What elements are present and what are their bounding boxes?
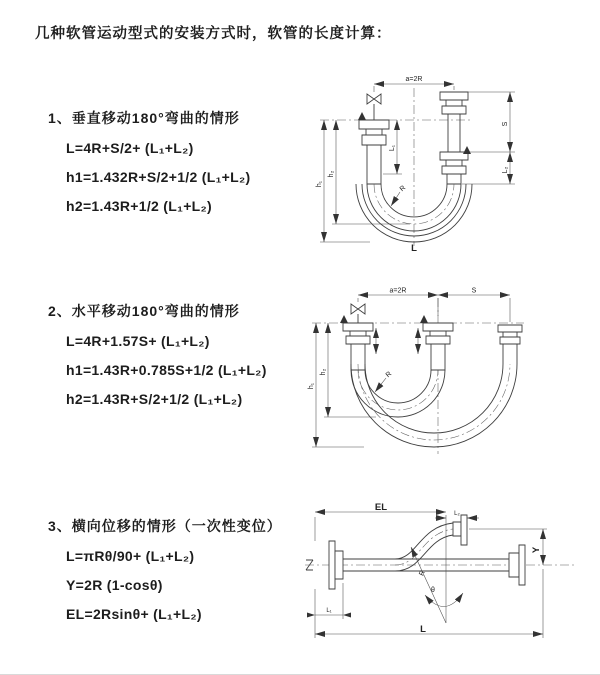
dimension-l2 [502, 152, 510, 184]
section-vertical-movement [48, 108, 251, 227]
section-3-heading: 3、横向位移的情形（一次性变位） [48, 518, 282, 534]
diagram-lateral-displacement [303, 503, 583, 648]
dimension-a2r [358, 288, 510, 323]
hose-fitting-right [440, 92, 468, 184]
braided-hose-section [367, 145, 381, 184]
movement-arrow-icon [340, 315, 348, 323]
dim-label-a2r: a=2R [405, 76, 423, 83]
dim-label-h1: h₁ [316, 180, 323, 188]
formula-h1: h1=1.432R+S/2+1/2 (L₁+L₂) [66, 169, 251, 185]
hose-fitting-left [343, 323, 373, 370]
valve-icon [351, 304, 365, 323]
dim-label-s: S [471, 287, 477, 295]
dim-label-length: L [411, 243, 417, 254]
hose-u-curve-position-2 [351, 364, 517, 447]
braided-hose-section [447, 174, 461, 184]
flange-right-straight [509, 545, 525, 585]
dimension-l [315, 569, 543, 638]
dim-label-y: Y [531, 546, 542, 554]
formula-length: L=4R+1.57S+ (L₁+L₂) [66, 333, 210, 349]
hose-fitting-left [359, 120, 389, 184]
dim-label-l: L [420, 624, 426, 635]
dim-label-theta: θ [431, 587, 435, 594]
formula-h1: h1=1.43R+0.785S+1/2 (L₁+L₂) [66, 362, 267, 378]
dim-label-l2: L₂ [454, 511, 460, 517]
dimension-s [438, 288, 510, 296]
dim-label-l2: L₂ [502, 166, 509, 174]
radius-callout [375, 371, 393, 392]
dim-label-l1: L₁ [389, 144, 396, 152]
dim-label-l1: L₁ [326, 608, 332, 614]
dim-label-radius: R [398, 184, 408, 194]
movement-arrow-icon [358, 112, 366, 120]
diagram-vertical-180-bend [312, 74, 547, 254]
hose-fitting-middle [423, 323, 453, 370]
dim-label-h2: h₂ [320, 368, 327, 376]
dim-label-radius: R [418, 569, 427, 578]
section-horizontal-movement [48, 301, 267, 420]
braided-hose-section [431, 344, 445, 370]
formula-h2: h2=1.43R+S/2+1/2 (L₁+L₂) [66, 391, 243, 407]
diagram-horizontal-180-bend [306, 286, 556, 461]
formula-el: EL=2Rsinθ+ (L₁+L₂) [66, 606, 202, 622]
flange-displaced-end [453, 515, 467, 545]
section-2-heading: 2、水平移动180°弯曲的情形 [48, 303, 240, 319]
dim-label-s: S [502, 121, 509, 127]
valve-icon [367, 94, 381, 120]
formula-y: Y=2R (1-cosθ) [66, 577, 163, 593]
dim-label-h2: h₂ [328, 170, 335, 178]
dim-label-h1: h₁ [308, 382, 315, 390]
section-1-heading: 1、垂直移动180°弯曲的情形 [48, 110, 240, 126]
radius-callout [411, 547, 446, 623]
dimension-y [469, 529, 547, 565]
dim-label-el: EL [374, 503, 388, 513]
angle-theta-callout [425, 587, 463, 607]
movement-arrow-icon [420, 315, 428, 323]
section-lateral-displacement [48, 516, 282, 635]
hose-fitting-right [498, 325, 522, 364]
movement-arrow-icon [463, 146, 471, 154]
page-title: 几种软管运动型式的安装方式时，软管的长度计算： [35, 26, 392, 42]
radius-callout [391, 185, 407, 206]
flange-left [329, 541, 343, 589]
formula-h2: h2=1.43R+1/2 (L₁+L₂) [66, 198, 213, 214]
formula-length: L=4R+S/2+ (L₁+L₂) [66, 140, 194, 156]
dim-label-radius: R [384, 370, 394, 380]
dim-label-a2r: a=2R [389, 287, 407, 295]
hose-displaced-position [395, 523, 453, 571]
formula-length: L=πRθ/90+ (L₁+L₂) [66, 548, 195, 564]
